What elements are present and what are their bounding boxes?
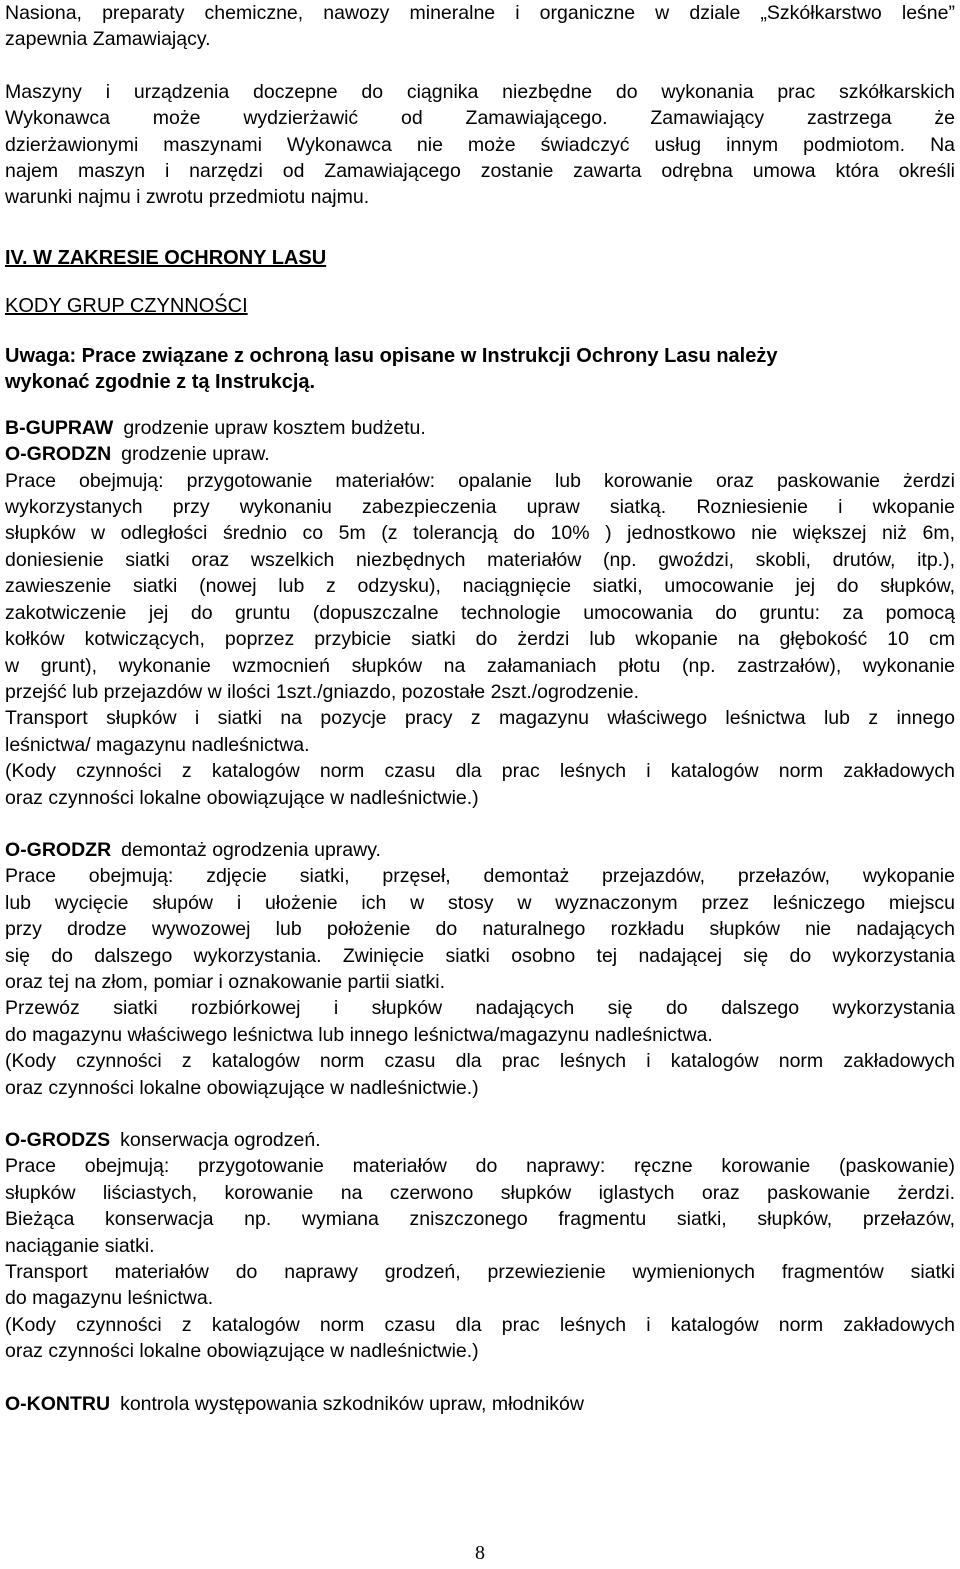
text-line: Bieżąca konserwacja np. wymiana zniszczonego fragmentu siatki, słupków, przełazów, [5, 1208, 955, 1231]
text-line: wykorzystanych przy wykonaniu zabezpieczenia upraw siatką. Rozniesienie i wkopanie [5, 496, 955, 519]
text-line: kołków kotwiczących, poprzez przybicie siatki do żerdzi lub wkopanie na głębokość 10 cm [5, 628, 955, 651]
activity-o-kontru [5, 1391, 955, 1417]
text-line: warunki najmu i zwrotu przedmiotu najmu. [5, 186, 370, 209]
text-line: zawieszenie siatki (nowej lub z odzysku), naciągnięcie siatki, umocowanie jej do słupków, [5, 575, 955, 598]
text-line: Prace obejmują: przygotowanie materiałów do naprawy: ręczne korowanie (paskowanie) [5, 1155, 955, 1178]
activity-o-grodzn [5, 441, 955, 811]
activity-title: demontaż ogrodzenia uprawy. [121, 838, 381, 861]
text-line: (Kody czynności z katalogów norm czasu dla prac leśnych i katalogów norm zakładowych [5, 1313, 955, 1336]
text-line: oraz tej na złom, pomiar i oznakowanie partii siatki. [5, 970, 446, 993]
activity-code: B-GUPRAW [5, 416, 114, 439]
text-line: (Kody czynności z katalogów norm czasu dla prac leśnych i katalogów norm zakładowych [5, 1050, 955, 1073]
text-line: oraz czynności lokalne obowiązujące w nadleśnictwie.) [5, 1340, 479, 1363]
note-line: Uwaga: Prace związane z ochroną lasu opisane w Instrukcji Ochrony Lasu należy [5, 344, 778, 367]
section-note [5, 343, 955, 395]
text-line: Wykonawca może wydzierżawić od Zamawiającego. Zamawiający zastrzega że [5, 107, 955, 130]
activity-title: grodzenie upraw. [121, 443, 270, 466]
page-number: 8 [475, 1542, 485, 1564]
text-line: leśnictwa/ magazynu nadleśnictwa. [5, 733, 310, 756]
text-line: przejść lub przejazdów w ilości 1szt./gniazdo, pozostałe 2szt./ogrodzenie. [5, 680, 640, 703]
text-line: doniesienie siatki oraz wszelkich niezbędnych materiałów (np. gwoździ, skobli, drutów, itp.), [5, 548, 955, 571]
text-line: słupków liściastych, korowanie na czerwono słupków iglastych oraz paskowanie żerdzi. [5, 1181, 955, 1204]
text-line: Transport materiałów do naprawy grodzeń, przewiezienie wymienionych fragmentów siatki [5, 1261, 955, 1284]
intro-paragraph [5, 0, 955, 53]
text-line: Nasiona, preparaty chemiczne, nawozy mineralne i organiczne w dziale „Szkółkarstwo leśne” [5, 2, 955, 24]
activity-code: O-GRODZN [5, 443, 112, 466]
machines-paragraph [5, 79, 955, 211]
activity-title: kontrola występowania szkodników upraw, młodników [120, 1392, 584, 1415]
activity-title: konserwacja ogrodzeń. [120, 1129, 321, 1151]
text-line: Transport słupków i siatki na pozycje pracy z magazynu właściwego leśnictwa lub z innego [5, 707, 955, 730]
text-line: przy drodze wywozowej lub położenie do naturalnego rozkładu słupków nie nadających [5, 918, 955, 941]
text-line: się do dalszego wykorzystania. Zwinięcie siatki osobno tej nadającej się do wykorzystania [5, 944, 955, 967]
activity-title: grodzenie upraw kosztem budżetu. [123, 416, 426, 439]
text-line: słupków w odległości średnio co 5m (z tolerancją do 10% ) jednostkowo nie większej niż 6m, [5, 522, 955, 545]
text-line: w grunt), wykonanie wzmocnień słupków na załamaniach płotu (np. zastrzałów), wykonanie [5, 654, 955, 677]
activity-code: O-KONTRU [5, 1392, 111, 1415]
text-line: Prace obejmują: zdjęcie siatki, przęseł, demontaż przejazdów, przełazów, wykopanie [5, 865, 955, 888]
section-subheading: KODY GRUP CZYNNOŚCI [5, 294, 248, 317]
text-line: Prace obejmują: przygotowanie materiałów: opalanie lub korowanie oraz paskowanie żerdzi [5, 469, 955, 492]
text-line: oraz czynności lokalne obowiązujące w nadleśnictwie.) [5, 1076, 479, 1099]
text-line: Przewóz siatki rozbiórkowej i słupków nadających się do dalszego wykorzystania [5, 997, 955, 1020]
activity-o-grodzs [5, 1127, 955, 1365]
activity-b-gupraw [5, 415, 955, 441]
text-line: najem maszyn i narzędzi od Zamawiającego zostanie zawarta odrębna umowa która określi [5, 160, 955, 183]
text-line: zakotwiczenie jej do gruntu (dopuszczalne technologie umocowania do gruntu: za pomocą [5, 601, 955, 624]
note-line: wykonać zgodnie z tą Instrukcją. [5, 370, 316, 393]
activity-code: O-GRODZS [5, 1129, 111, 1151]
activity-code: O-GRODZR [5, 838, 112, 861]
text-line: dzierżawionymi maszynami Wykonawca nie może świadczyć usług innym podmiotom. Na [5, 133, 955, 156]
document-page [5, 0, 955, 1417]
text-line: zapewnia Zamawiający. [5, 28, 211, 51]
text-line: oraz czynności lokalne obowiązujące w nadleśnictwie.) [5, 786, 479, 809]
text-line: do magazynu właściwego leśnictwa lub innego leśnictwa/magazynu nadleśnictwa. [5, 1023, 713, 1046]
activity-o-grodzr [5, 837, 955, 1101]
text-line: do magazynu leśnictwa. [5, 1287, 214, 1310]
text-line: naciąganie siatki. [5, 1234, 155, 1257]
text-line: lub wycięcie słupów i ułożenie ich w stosy w wyznaczonym przez leśniczego miejscu [5, 891, 955, 914]
text-line: Maszyny i urządzenia doczepne do ciągnika niezbędne do wykonania prac szkółkarskich [5, 80, 955, 103]
text-line: (Kody czynności z katalogów norm czasu dla prac leśnych i katalogów norm zakładowych [5, 760, 955, 783]
section-heading: IV. W ZAKRESIE OCHRONY LASU [5, 246, 327, 269]
